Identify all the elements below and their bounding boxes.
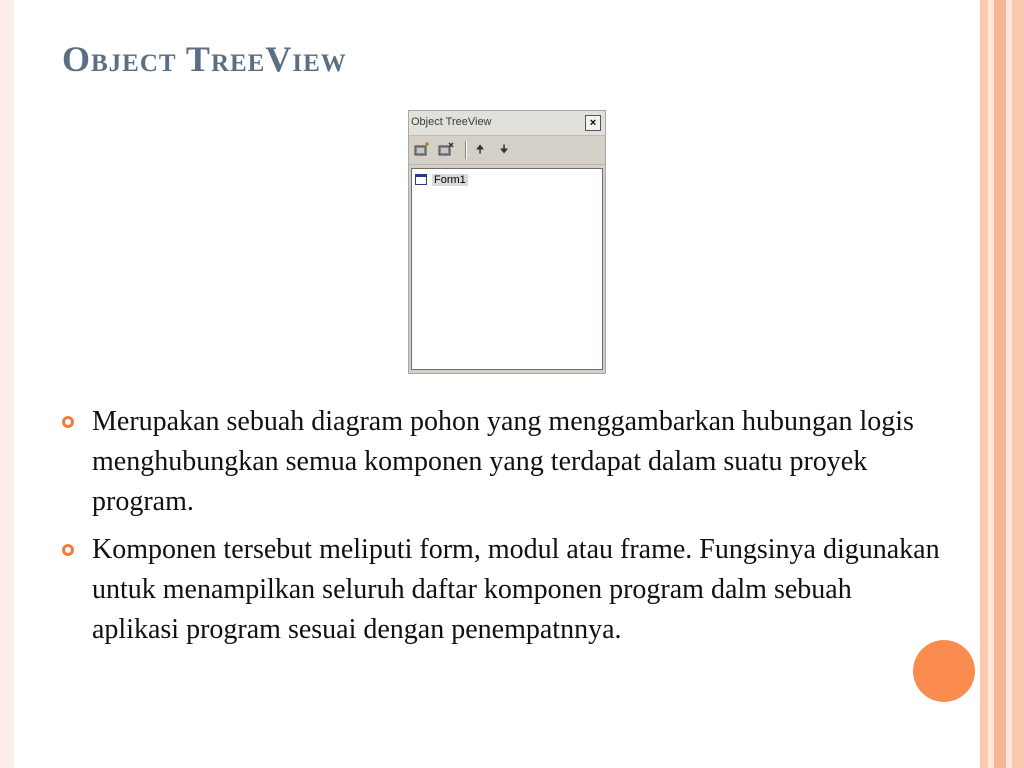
treeview-list[interactable] [411, 168, 603, 370]
new-item-icon [413, 142, 431, 158]
stripe [1012, 0, 1024, 768]
arrow-up-icon: 🠉 [475, 144, 485, 156]
delete-item-icon [437, 142, 455, 158]
arrow-down-icon: 🠋 [499, 144, 509, 156]
bullet-icon [62, 544, 74, 556]
tree-item-label: Form1 [434, 173, 466, 186]
toolbar-separator [465, 141, 467, 159]
bullet-text: Komponen tersebut meliputi form, modul atau frame. Fungsinya digunakan untuk menampilkan seluruh daftar komponen program dalm sebuah aplikasi program sesuai dengan penempatnnya. [92, 534, 940, 645]
delete-item-button[interactable] [437, 142, 455, 158]
decor-circle [913, 640, 975, 702]
bullet-item [62, 530, 942, 650]
treeview-title: Object TreeView [411, 116, 492, 128]
new-item-button[interactable] [413, 142, 431, 158]
slide-title: Object TreeView [62, 39, 347, 79]
bullet-list [62, 402, 942, 658]
tree-item-form1[interactable] [415, 172, 468, 187]
close-button[interactable]: × [585, 115, 601, 131]
move-down-button[interactable] [495, 142, 513, 158]
bullet-item [62, 402, 942, 522]
form-icon [415, 174, 427, 185]
stripe [994, 0, 1006, 768]
treeview-toolbar [409, 136, 605, 165]
move-up-button[interactable] [471, 142, 489, 158]
right-decor-stripes [980, 0, 1024, 768]
bullet-icon [62, 416, 74, 428]
stripe [980, 0, 988, 768]
left-border [0, 0, 15, 768]
object-treeview-panel [408, 110, 606, 374]
bullet-text: Merupakan sebuah diagram pohon yang menggambarkan hubungan logis menghubungkan semua komponen yang terdapat dalam suatu proyek program. [92, 406, 914, 517]
treeview-titlebar [409, 111, 605, 136]
